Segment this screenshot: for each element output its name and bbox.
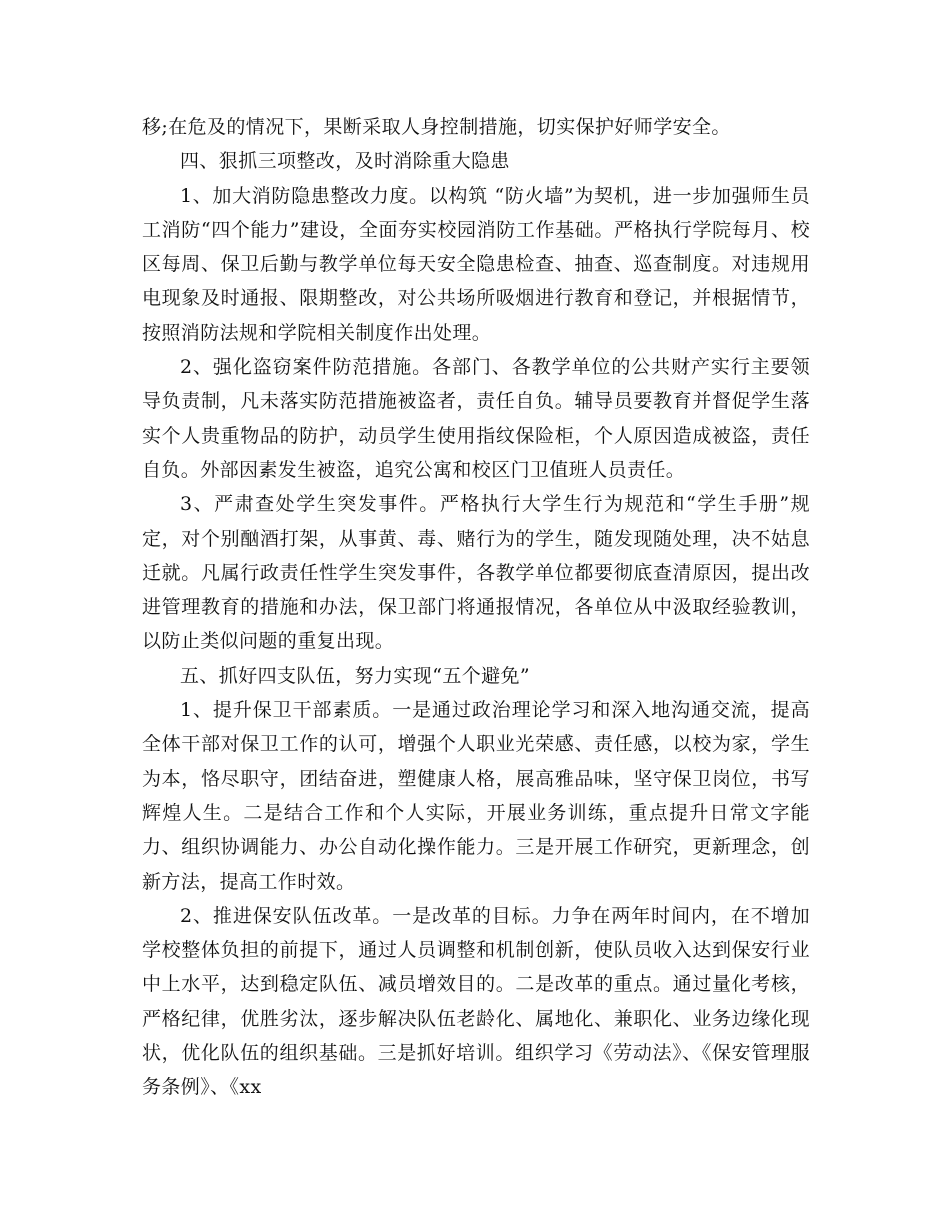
paragraph-theft-prevention: 2、强化盗窃案件防范措施。各部门、各教学单位的公共财产实行主要领导负责制，凡未落实防范措施被盗者，责任自负。辅导员要教育并督促学生落实个人贵重物品的防护，动员学生使用指纹保险柜，个人原因造成被盗，责任自负。外部因素发生被盗，追究公寓和校区门卫值班人员责任。 [142, 356, 810, 481]
document-body [142, 110, 810, 1105]
section-heading-4: 四、狠抓三项整改，及时消除重大隐患 [180, 150, 510, 173]
paragraph-student-incidents: 3、严肃查处学生突发事件。严格执行大学生行为规范和“学生手册”规定，对个别酗酒打架，从事黄、毒、赌行为的学生，随发现随处理，决不姑息迁就。凡属行政责任性学生突发事件，各教学单位都要彻底查清原因，提出改进管理教育的措施和办法，保卫部门将通报情况，各单位从中汲取经验教训，以防止类似问题的重复出现。 [142, 493, 810, 653]
paragraph-cadre-quality: 1、提升保卫干部素质。一是通过政治理论学习和深入地沟通交流，提高全体干部对保卫工作的认可，增强个人职业光荣感、责任感，以校为家，学生为本，恪尽职守，团结奋进，塑健康人格，展高雅品味，坚守保卫岗位，书写辉煌人生。二是结合工作和个人实际，开展业务训练，重点提升日常文字能力、组织协调能力、办公自动化操作能力。三是开展工作研究，更新理念，创新方法，提高工作时效。 [142, 699, 810, 893]
section-heading-5: 五、抓好四支队伍，努力实现“五个避免” [180, 664, 531, 687]
paragraph-security-reform: 2、推进保安队伍改革。一是改革的目标。力争在两年时间内，在不增加学校整体负担的前提下，通过人员调整和机制创新，使队员收入达到保安行业中上水平，达到稳定队伍、减员增效目的。二是改革的重点。通过量化考核，严格纪律，优胜劣汰，逐步解决队伍老龄化、属地化、兼职化、业务边缘化现状，优化队伍的组织基础。三是抓好培训。组织学习《劳动法》、《保安管理服务条例》、《xx [142, 904, 810, 1099]
paragraph-continuation: 移;在危及的情况下，果断采取人身控制措施，切实保护好师学安全。 [142, 116, 731, 138]
paragraph-fire-safety: 1、加大消防隐患整改力度。以构筑 “防火墙”为契机，进一步加强师生员工消防“四个能力”建设，全面夯实校园消防工作基础。严格执行学院每月、校区每周、保卫后勤与教学单位每天安全隐患检查、抽查、巡查制度。对违规用电现象及时通报、限期整改，对公共场所吸烟进行教育和登记，并根据情节，按照消防法规和学院相关制度作出处理。 [142, 184, 810, 344]
